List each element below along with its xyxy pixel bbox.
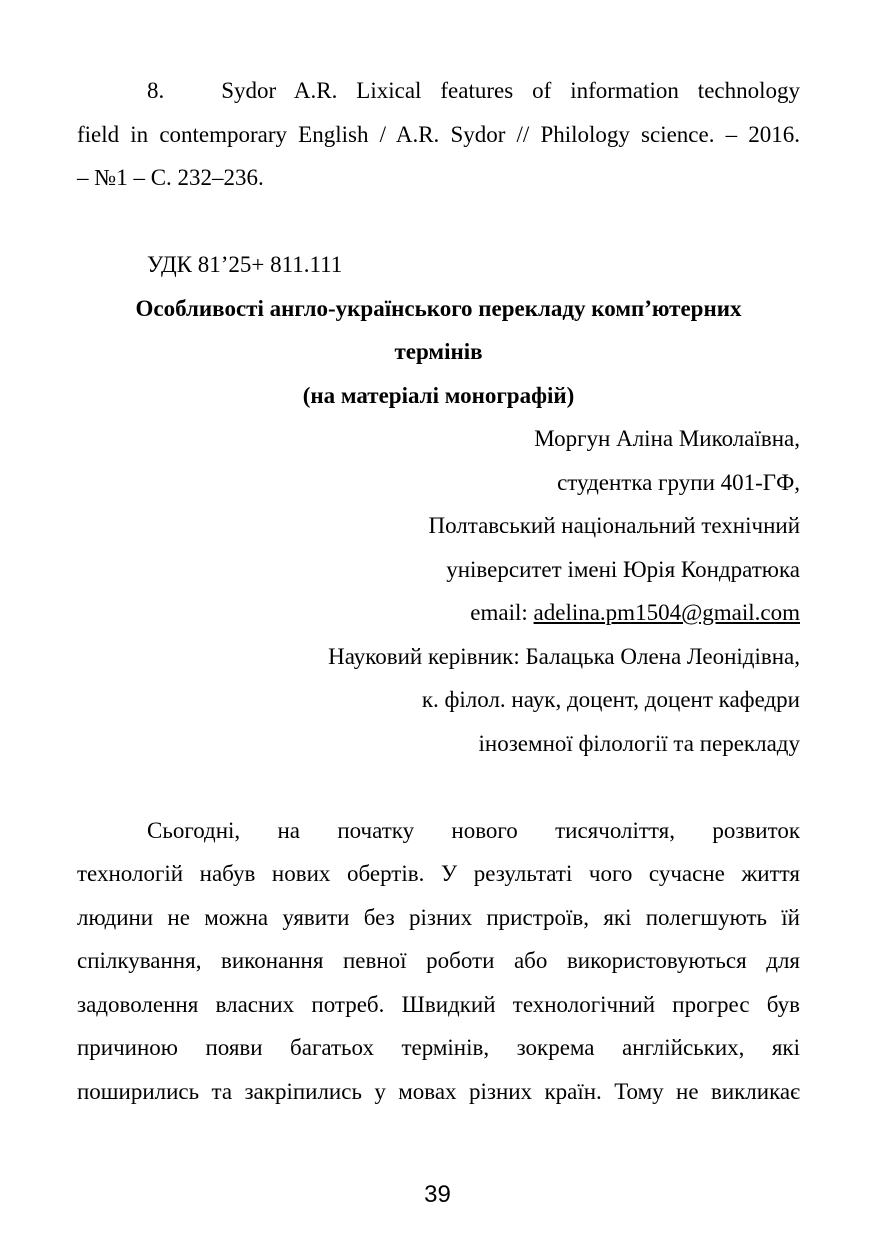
author-name: Моргун Аліна Миколаївна,: [534, 426, 800, 451]
author-group: студентка групи 401-ГФ,: [557, 469, 800, 495]
blank-line: [77, 765, 800, 809]
body-text-line: людини не можна уявити без різних пристроїв, які полегшують їй: [77, 904, 800, 930]
email-link[interactable]: adelina.pm1504@gmail.com: [533, 600, 800, 625]
udc-line: УДК 81’25+ 811.111: [147, 252, 343, 277]
blank-line: [77, 200, 800, 244]
supervisor-line: к. філол. наук, доцент, доцент кафедри: [421, 687, 800, 712]
body-text-line: спілкування, виконання певної роботи або використовуються для: [77, 948, 800, 973]
page-number: 39: [424, 1181, 451, 1208]
supervisor-line: іноземної філології та перекладу: [478, 730, 800, 756]
reference-line: [77, 69, 800, 113]
reference-line: field in contemporary English / A.R. Sydor // Philology science. – 2016.: [77, 121, 800, 147]
body-text-line: поширились та закріпились у мовах різних країн. Тому не викликає: [77, 1078, 800, 1104]
article-title-line: термінів: [394, 339, 483, 364]
author-email-line: [77, 591, 800, 635]
email-label: email:: [470, 600, 528, 625]
article-title-line: Особливості англо-українського перекладу комп’ютерних: [135, 295, 742, 321]
page-content: [77, 69, 800, 1113]
article-subtitle: (на матеріалі монографій): [302, 382, 575, 408]
reference-line: – №1 – С. 232–236.: [77, 165, 264, 190]
author-university-line: університет імені Юрія Кондратюка: [446, 556, 800, 582]
body-text-line: Сьогодні, на початку нового тисячоліття, розвиток: [147, 817, 800, 843]
supervisor-line: Науковий керівник: Балацька Олена Леонідівна,: [328, 643, 800, 669]
reference-text: Sydor A.R. Lixical features of information technology: [221, 78, 800, 103]
body-text-line: причиною появи багатьох термінів, зокрема англійських, які: [77, 1035, 800, 1060]
reference-number: 8.: [147, 78, 165, 103]
body-text-line: технологій набув нових обертів. У результаті чого сучасне життя: [77, 861, 800, 886]
body-text-line: задоволення власних потреб. Швидкий технологічний прогрес був: [77, 991, 800, 1017]
author-university-line: Полтавський національний технічний: [428, 513, 800, 538]
